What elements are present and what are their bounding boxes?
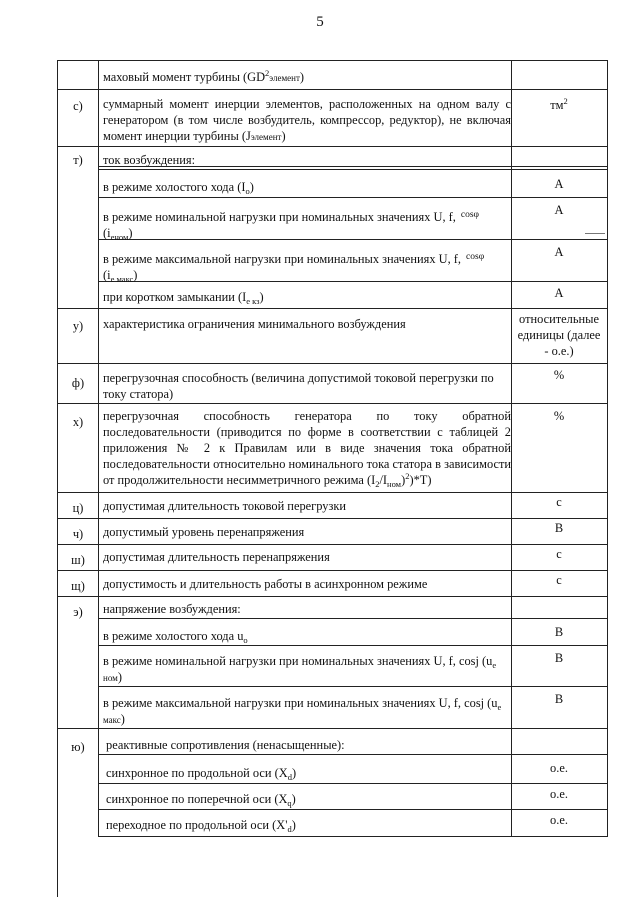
row-divider — [98, 783, 608, 784]
overload-duration-label: допустимая длительность токовой перегрузки — [103, 499, 346, 513]
row-divider — [57, 596, 608, 597]
row-letter: ч) — [72, 527, 84, 541]
row-letter: х) — [72, 415, 84, 429]
row-divider — [57, 518, 608, 519]
excitation-current-heading: ток возбуждения: — [103, 153, 196, 167]
synchronous-quadrature-reactance-unit: о.е. — [550, 787, 568, 801]
row-letter: у) — [72, 319, 84, 333]
total-inertia-label: суммарный момент инерции элементов, расположенных на одном валу с генератором (в том числе возбудитель, компрессор, редуктор), не включая момент инерции турбины (Jэлемент) — [103, 97, 511, 143]
row-letter: ш) — [71, 553, 85, 567]
row-letter: ю) — [71, 740, 85, 754]
row-divider — [57, 544, 608, 545]
excitation-current-nominal-unit: А — [554, 203, 564, 217]
excitation-current-nominal-label: в режиме номинальной нагрузки при номинальных значениях U, f, $^{cos\varphi}$ $(i_{еном})$ — [103, 210, 480, 242]
row-divider — [98, 169, 608, 170]
overvoltage-duration-unit: с — [556, 547, 562, 561]
row-divider — [98, 754, 608, 755]
synchronous-direct-reactance-unit: о.е. — [550, 761, 568, 775]
table-left-border — [57, 60, 58, 897]
excitation-current-idle-label: в режиме холостого хода $(I_о)$ — [103, 180, 254, 196]
row-divider — [57, 89, 608, 90]
excitation-voltage-nominal-unit: В — [554, 651, 564, 665]
row-divider — [98, 645, 608, 646]
asynchronous-mode-label: допустимость и длительность работы в асинхронном режиме — [103, 577, 428, 591]
row-divider — [98, 686, 608, 687]
synchronous-quadrature-reactance-label: синхронное по поперечной оси $(X_q)$ — [106, 792, 296, 808]
excitation-voltage-nominal-label: в режиме номинальной нагрузки при номинальных значениях U, f, cosj ($u_е$ ном) — [103, 654, 497, 684]
asynchronous-mode-unit: с — [556, 573, 562, 587]
excitation-voltage-heading: напряжение возбуждения: — [103, 602, 241, 616]
overload-capacity-label: перегрузочная способность (величина допустимой токовой перегрузки по току статора) — [103, 371, 494, 401]
row-letter: э) — [73, 605, 83, 619]
excitation-current-short-circuit-unit: А — [554, 286, 564, 300]
overload-duration-unit: с — [556, 495, 562, 509]
excitation-current-max-unit: А — [554, 245, 564, 259]
row-divider — [57, 403, 608, 404]
transient-direct-reactance-unit: о.е. — [550, 813, 568, 827]
min-excitation-limit-unit: относительные единицы (далее - о.е.) — [517, 312, 601, 358]
excitation-voltage-idle-label: в режиме холостого хода $u_о$ — [103, 629, 248, 645]
row-divider — [57, 60, 608, 61]
row-divider — [98, 197, 608, 198]
overvoltage-level-unit: В — [554, 521, 564, 535]
row-divider — [98, 836, 608, 837]
row-divider — [98, 809, 608, 810]
page-number: 5 — [316, 14, 324, 30]
row-divider — [57, 363, 608, 364]
overvoltage-duration-label: допустимая длительность перенапряжения — [103, 550, 330, 564]
overvoltage-level-label: допустимый уровень перенапряжения — [103, 525, 305, 539]
excitation-current-short-circuit-label: при коротком замыкании $(I_{е кз})$ — [103, 290, 264, 306]
excitation-voltage-max-unit: В — [554, 692, 564, 706]
negative-sequence-capacity-unit: % — [553, 409, 565, 423]
flywheel-moment-label: маховый момент турбины $(GD^2элемент)$ — [103, 68, 305, 84]
row-divider — [57, 308, 608, 309]
total-inertia-unit: $тм^2$ — [550, 96, 568, 112]
excitation-voltage-idle-unit: В — [554, 625, 564, 639]
min-excitation-limit-label: характеристика ограничения минимального возбуждения — [103, 317, 406, 331]
transient-direct-reactance-label: переходное по продольной оси $(X'_d)$ — [106, 818, 296, 834]
row-divider — [98, 618, 608, 619]
overload-capacity-unit: % — [553, 368, 565, 382]
table-right-border — [607, 60, 608, 836]
row-letter: с) — [73, 99, 83, 113]
synchronous-direct-reactance-label: синхронное по продольной оси $(X_d)$ — [106, 766, 297, 782]
row-letter: т) — [73, 153, 83, 167]
row-divider — [57, 570, 608, 571]
reactances-heading: реактивные сопротивления (ненасыщенные): — [106, 738, 345, 752]
row-divider — [57, 146, 608, 147]
excitation-current-idle-unit: А — [554, 177, 564, 191]
negative-sequence-capacity-label: перегрузочная способность генератора по току обратной последовательности (приводится по форме в соответствии с таблицей 2 приложения № 2 к Правилам или в виде значения тока обратной последовательности относительно номинального тока статора в зависимости от продолжительности несимметричного режима $(I_2/I_{ном})^2)*Т$) — [103, 409, 511, 489]
scan-mark — [585, 233, 605, 234]
row-letter: щ) — [71, 579, 85, 593]
letter-column-divider — [98, 60, 99, 836]
row-letter: ф) — [71, 376, 85, 390]
row-divider — [57, 492, 608, 493]
row-divider — [57, 728, 608, 729]
row-letter: ц) — [72, 501, 84, 515]
excitation-voltage-max-label: в режиме максимальной нагрузки при номинальных значениях U, f, cosj ($u_е$ макс) — [103, 696, 502, 726]
excitation-current-max-label: в режиме максимальной нагрузки при номинальных значениях U, f, $^{cos\varphi}$ $(i_{е макс})$ — [103, 252, 485, 284]
